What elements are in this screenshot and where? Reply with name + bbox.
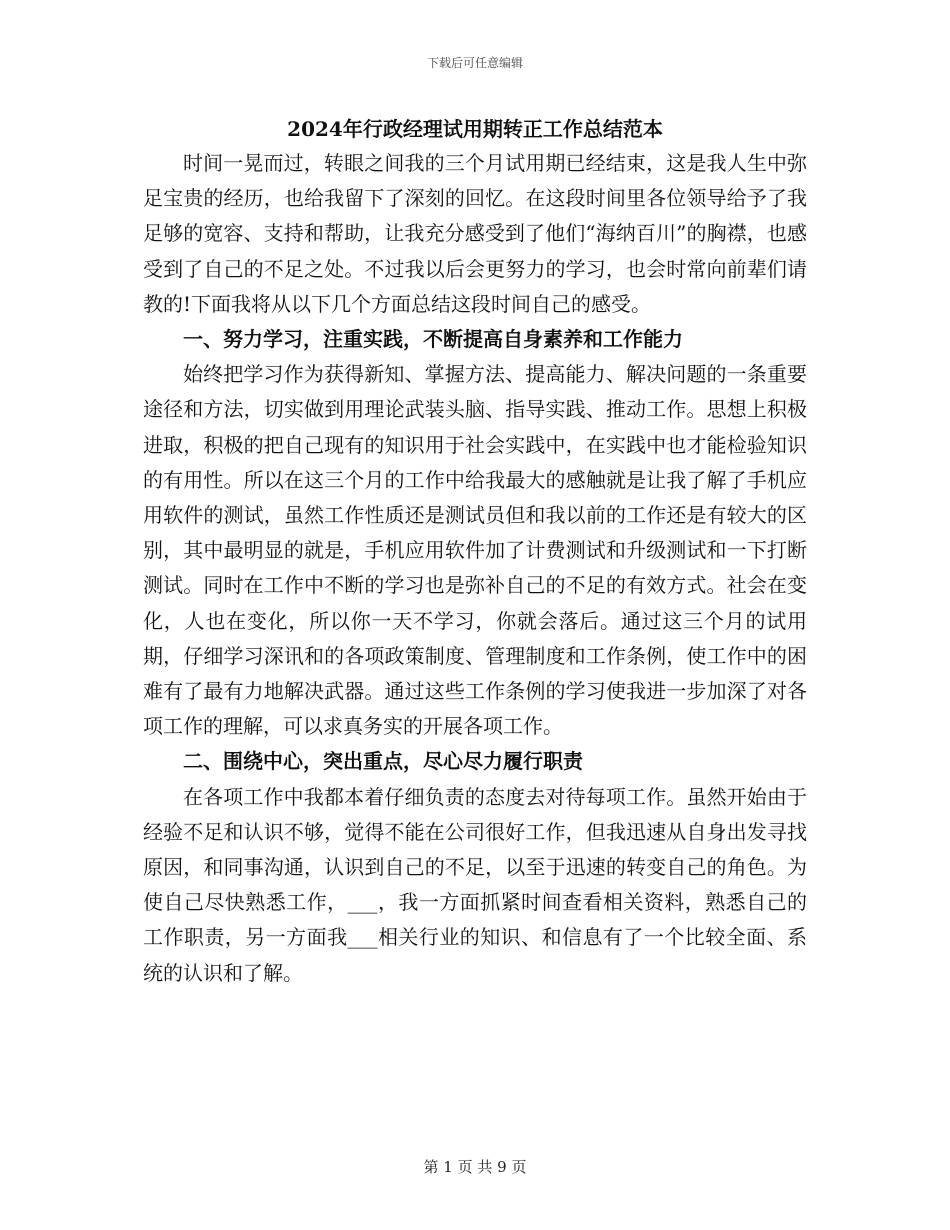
section-1-heading: 一、努力学习，注重实践，不断提高自身素养和工作能力: [183, 327, 683, 352]
page-number-footer: 第 1 页 共 9 页: [423, 1158, 527, 1176]
intro-paragraph: 时间一晃而过，转眼之间我的三个月试用期已经结束，这是我人生中弥足宝贵的经历，也给我留下了深刻的回忆。在这段时间里各位领导给予了我足够的宽容、支持和帮助，让我充分感受到了他们“海纳百川”的胸襟，也感受到了自己的不足之处。不过我以后会更努力的学习，也会时常向前辈们请教的!下面我将从以下几个方面总结这段时间自己的感受。: [143, 151, 807, 316]
section-2-heading: 二、围绕中心，突出重点，尽心尽力履行职责: [183, 749, 583, 774]
section-2-paragraph: 在各项工作中我都本着仔细负责的态度去对待每项工作。虽然开始由于经验不足和认识不够，觉得不能在公司很好工作，但我迅速从自身出发寻找原因，和同事沟通，认识到自己的不足，以至于迅速的转变自己的角色。为使自己尽快熟悉工作，___，我一方面抓紧时间查看相关资料，熟悉自己的工作职责，另一方面我___相关行业的知识、和信息有了一个比较全面、系统的认识和了解。: [143, 784, 807, 985]
header-note: 下载后可任意编辑: [426, 56, 523, 70]
document-body: [143, 146, 807, 991]
section-1-paragraph: 始终把学习作为获得新知、掌握方法、提高能力、解决问题的一条重要途径和方法，切实做到用理论武装头脑、指导实践、推动工作。思想上积极进取，积极的把自己现有的知识用于社会实践中，在实践中也才能检验知识的有用性。所以在这三个月的工作中给我最大的感触就是让我了解了手机应用软件的测试，虽然工作性质还是测试员但和我以前的工作还是有较大的区别，其中最明显的就是，手机应用软件加了计费测试和升级测试和一下打断测试。同时在工作中不断的学习也是弥补自己的不足的有效方式。社会在变化，人也在变化，所以你一天不学习，你就会落后。通过这三个月的试用期，仔细学习深讯和的各项政策制度、管理制度和工作条例，使工作中的困难有了最有力地解决武器。通过这些工作条例的学习使我进一步加深了对各项工作的理解，可以求真务实的开展各项工作。: [143, 362, 807, 739]
document-title: 2024年行政经理试用期转正工作总结范本: [287, 117, 663, 141]
